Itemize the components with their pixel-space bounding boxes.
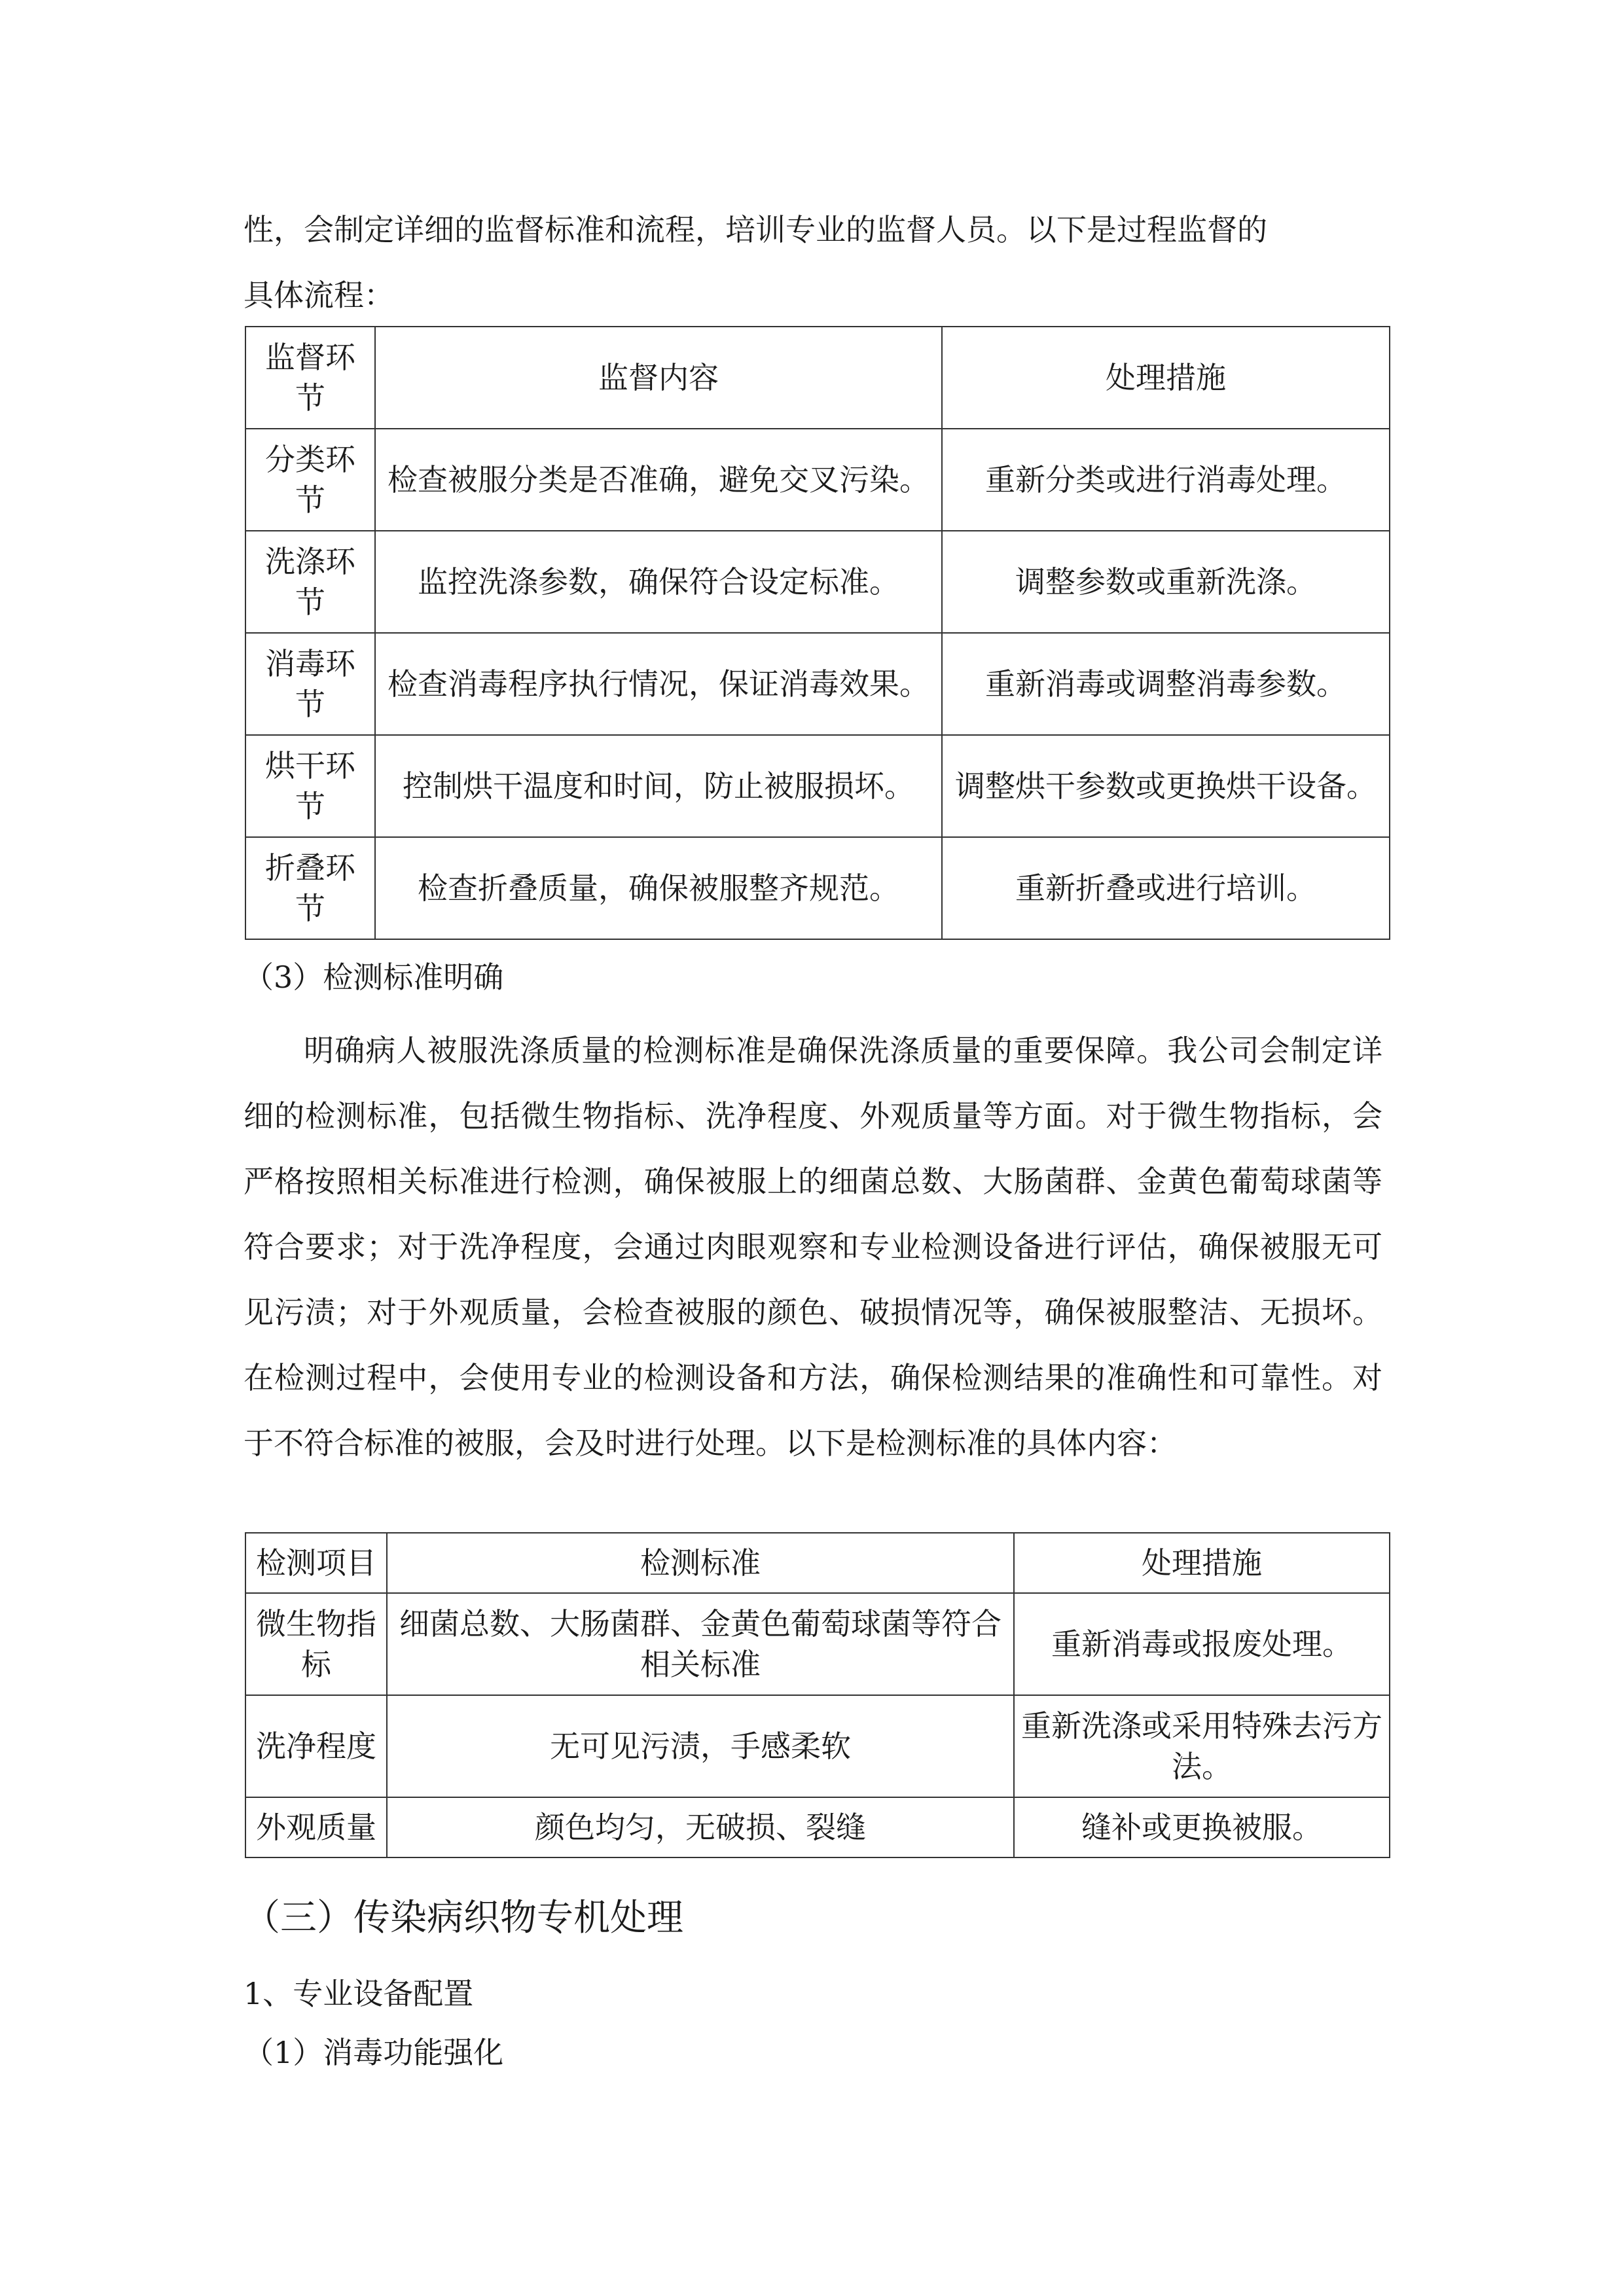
- table-cell: 监控洗涤参数，确保符合设定标准。: [375, 531, 942, 633]
- testing-table: [245, 1532, 1390, 1858]
- table-cell: 检查消毒程序执行情况，保证消毒效果。: [375, 633, 942, 735]
- table-cell: 控制烘干温度和时间，防止被服损坏。: [375, 735, 942, 837]
- table-row: [245, 531, 1390, 633]
- table-row: [245, 1593, 1390, 1695]
- sub-sub-heading: （1）消毒功能强化: [244, 2035, 504, 2070]
- sub-heading: 1、专业设备配置: [244, 1976, 474, 2011]
- supervision-table: [245, 326, 1390, 940]
- table-cell: 分类环节: [245, 429, 375, 531]
- chapter-heading: （三）传染病织物专机处理: [244, 1897, 683, 1939]
- table-cell: 洗涤环节: [245, 531, 375, 633]
- header-cell: 处理措施: [942, 327, 1390, 429]
- table-cell: 重新消毒或报废处理。: [1014, 1593, 1390, 1695]
- table-cell: 调整烘干参数或更换烘干设备。: [942, 735, 1390, 837]
- table-cell: 缝补或更换被服。: [1014, 1797, 1390, 1857]
- table-row: [245, 837, 1390, 939]
- table-cell: 外观质量: [245, 1797, 387, 1857]
- table-row: [245, 1797, 1390, 1857]
- header-cell: 处理措施: [1014, 1533, 1390, 1593]
- header-cell: 监督环节: [245, 327, 375, 429]
- table-cell: 颜色均匀，无破损、裂缝: [387, 1797, 1014, 1857]
- intro-line-2: 具体流程：: [244, 278, 394, 313]
- table-cell: 检查被服分类是否准确，避免交叉污染。: [375, 429, 942, 531]
- table-header-row: [245, 327, 1390, 429]
- header-cell: 监督内容: [375, 327, 942, 429]
- table-cell: 无可见污渍，手感柔软: [387, 1695, 1014, 1797]
- table-cell: 洗净程度: [245, 1695, 387, 1797]
- table-row: [245, 735, 1390, 837]
- table-row: [245, 633, 1390, 735]
- table-cell: 重新洗涤或采用特殊去污方法。: [1014, 1695, 1390, 1797]
- table-cell: 调整参数或重新洗涤。: [942, 531, 1390, 633]
- table-row: [245, 1695, 1390, 1797]
- table-cell: 烘干环节: [245, 735, 375, 837]
- table-cell: 重新折叠或进行培训。: [942, 837, 1390, 939]
- table-header-row: [245, 1533, 1390, 1593]
- header-cell: 检测标准: [387, 1533, 1014, 1593]
- table-cell: 细菌总数、大肠菌群、金黄色葡萄球菌等符合相关标准: [387, 1593, 1014, 1695]
- section-3-body: 明确病人被服洗涤质量的检测标准是确保洗涤质量的重要保障。我公司会制定详细的检测标准，包括微生物指标、洗净程度、外观质量等方面。对于微生物指标，会严格按照相关标准进行检测，确保被服上的细菌总数、大肠菌群、金黄色葡萄球菌等符合要求；对于洗净程度，会通过肉眼观察和专业检测设备进行评估，确保被服无可见污渍；对于外观质量，会检查被服的颜色、破损情况等，确保被服整洁、无损坏。在检测过程中，会使用专业的检测设备和方法，确保检测结果的准确性和可靠性。对于不符合标准的被服，会及时进行处理。以下是检测标准的具体内容：: [244, 1033, 1382, 1461]
- table-cell: 检查折叠质量，确保被服整齐规范。: [375, 837, 942, 939]
- section-3-heading: （3）检测标准明确: [244, 960, 504, 995]
- table-cell: 重新消毒或调整消毒参数。: [942, 633, 1390, 735]
- table-row: [245, 429, 1390, 531]
- table-cell: 重新分类或进行消毒处理。: [942, 429, 1390, 531]
- table-cell: 消毒环节: [245, 633, 375, 735]
- intro-line-1: 性，会制定详细的监督标准和流程，培训专业的监督人员。以下是过程监督的: [244, 212, 1267, 247]
- table-cell: 折叠环节: [245, 837, 375, 939]
- table-cell: 微生物指标: [245, 1593, 387, 1695]
- header-cell: 检测项目: [245, 1533, 387, 1593]
